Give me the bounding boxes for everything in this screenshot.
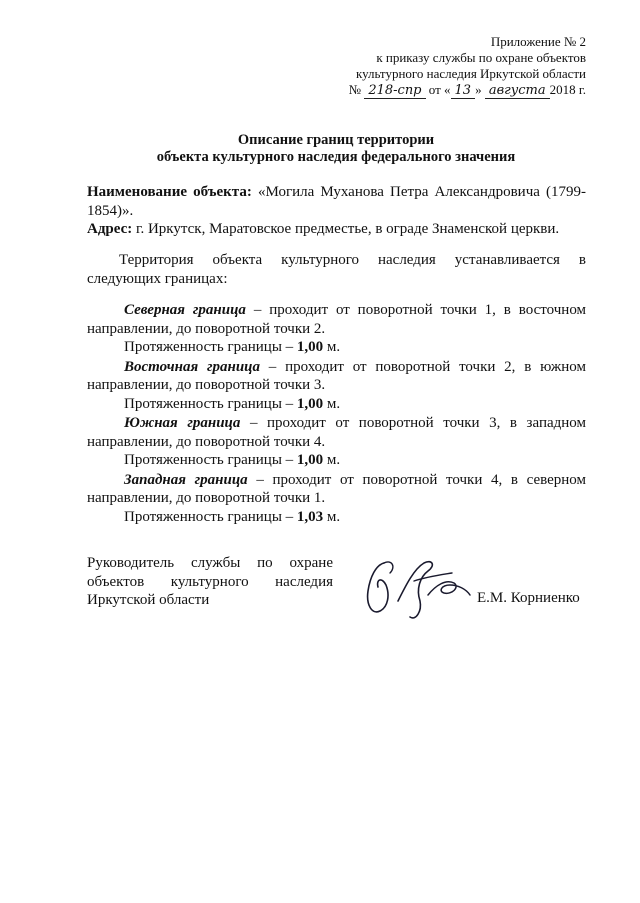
border-north: [87, 301, 586, 338]
border-east-text: – проходит от поворотной точки 2, в южном направлении, до поворотной точки 3.: [87, 358, 586, 393]
border-east-length-label: Протяженность границы –: [124, 395, 294, 412]
border-south-name: Южная граница: [124, 415, 241, 431]
object-address-value: г. Иркутск, Маратовское предместье, в ограде Знаменской церкви.: [136, 221, 560, 237]
border-north-name: Северная граница: [124, 302, 246, 318]
border-north-length-label: Протяженность границы –: [124, 339, 294, 355]
border-north-length-value: 1,00: [296, 339, 324, 355]
appendix-order-line: [349, 82, 586, 99]
order-number-label: №: [348, 82, 362, 97]
border-north-length: [87, 338, 586, 357]
order-day-close: »: [475, 82, 482, 97]
border-west-name: Западная граница: [124, 471, 248, 488]
border-east-name: Восточная граница: [124, 358, 261, 375]
signatory-position: [87, 554, 333, 610]
signatory-position-line-1: Руководитель службы по охране: [87, 555, 333, 571]
title-line-1: Описание границ территории: [237, 132, 435, 148]
object-name-label: Наименование объекта:: [87, 184, 252, 200]
border-north-length-unit: м.: [326, 339, 341, 355]
border-east-length: [87, 395, 586, 414]
signatory-position-line-2: объектов культурного наследия: [87, 573, 333, 590]
border-west: [87, 471, 586, 508]
border-west-length-unit: м.: [326, 508, 341, 525]
appendix-line-2: к приказу службы по охране объектов: [376, 50, 586, 65]
border-south-length-label: Протяженность границы –: [124, 452, 294, 468]
order-year: 2018 г.: [549, 82, 586, 97]
object-name-value: «Могила Муханова Петра Александровича (1799-1854)».: [87, 184, 587, 219]
border-east: [87, 358, 586, 395]
object-name-row: [87, 183, 586, 220]
border-south-length-unit: м.: [326, 452, 341, 468]
signatory-position-line-3: Иркутской области: [87, 592, 210, 608]
handwritten-signature: [362, 555, 474, 625]
intro-paragraph: Территория объекта культурного наследия устанавливается в следующих границах:: [87, 252, 586, 287]
document-title: [86, 132, 586, 166]
border-north-text: – проходит от поворотной точки 1, в восточном направлении, до поворотной точки 2.: [87, 302, 587, 337]
border-south-text: – проходит от поворотной точки 3, в западном направлении, до поворотной точки 4.: [87, 415, 586, 450]
border-south: [87, 414, 586, 451]
object-address-row: [87, 220, 586, 239]
object-address-label: Адрес:: [87, 221, 133, 237]
signatory-name: Е.М. Корниенко: [477, 590, 580, 606]
title-line-2: объекта культурного наследия федерального значения: [156, 149, 516, 165]
borders-list: [87, 301, 586, 527]
border-west-text: – проходит от поворотной точки 4, в северном направлении, до поворотной точки 1.: [87, 471, 587, 506]
border-west-length-label: Протяженность границы –: [124, 508, 294, 525]
appendix-line-3: культурного наследия Иркутской области: [355, 66, 586, 81]
border-west-length-value: 1,03: [296, 508, 324, 525]
appendix-header: [349, 34, 586, 99]
border-south-length: [87, 451, 586, 470]
border-west-length: [87, 508, 586, 527]
order-day-handwritten: 13: [451, 84, 476, 99]
order-number-handwritten: 218-спр: [364, 84, 425, 99]
border-east-length-value: 1,00: [296, 395, 324, 412]
object-info: [87, 183, 586, 239]
border-east-length-unit: м.: [326, 395, 341, 412]
order-date-from-label: от «: [428, 82, 451, 97]
appendix-line-1: Приложение № 2: [490, 34, 586, 49]
border-south-length-value: 1,00: [296, 452, 324, 468]
order-month-handwritten: августа: [485, 84, 550, 99]
